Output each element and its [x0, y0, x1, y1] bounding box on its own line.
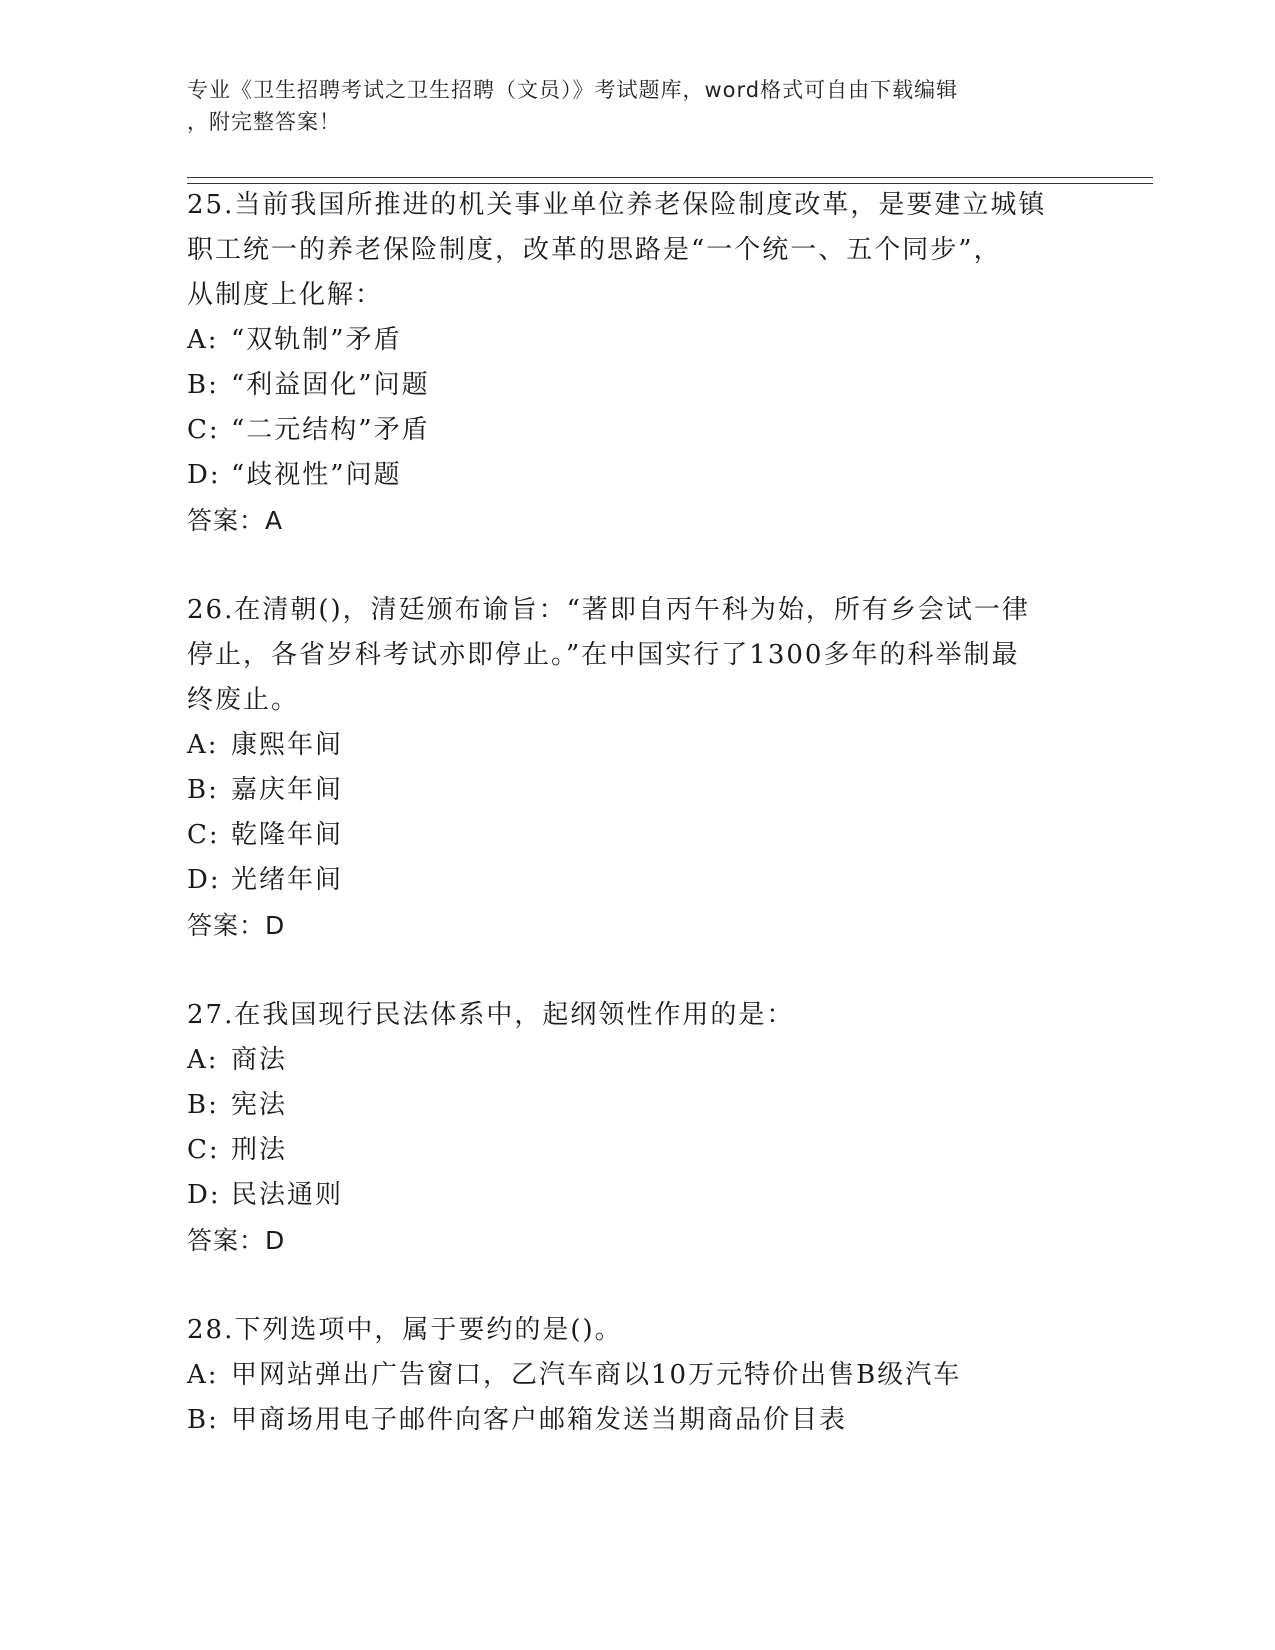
- header-line-2: ，附完整答案！: [187, 110, 341, 134]
- option-d: [187, 453, 1087, 498]
- option-label: B:: [187, 370, 219, 400]
- option-text: 刑法: [231, 1135, 288, 1165]
- answer-line: 答案：D: [187, 911, 286, 940]
- document-header: [187, 74, 1067, 138]
- option-a: [187, 1353, 1087, 1398]
- option-a: [187, 318, 1087, 363]
- option-d: [187, 858, 1087, 903]
- option-c: [187, 813, 1087, 858]
- option-text: 甲网站弹出广告窗口，乙汽车商以10万元特价出售B级汽车: [231, 1360, 962, 1390]
- question-text-line: 26.在清朝()，清廷颁布谕旨：“著即自丙午科为始，所有乡会试一律: [187, 595, 1030, 625]
- question-text-line: 从制度上化解：: [187, 280, 384, 310]
- option-text: 商法: [231, 1045, 288, 1075]
- option-text: 宪法: [231, 1090, 288, 1120]
- question-text-line: 28.下列选项中，属于要约的是()。: [187, 1315, 623, 1345]
- question-text-line: 27.在我国现行民法体系中，起纲领性作用的是：: [187, 1000, 795, 1030]
- option-text: 康熙年间: [231, 730, 344, 760]
- option-label: B:: [187, 775, 219, 805]
- option-text: “二元结构”矛盾: [231, 415, 430, 445]
- question-28: [187, 1308, 1087, 1443]
- option-label: D:: [187, 865, 221, 895]
- option-label: D:: [187, 1180, 221, 1210]
- option-text: 民法通则: [231, 1180, 344, 1210]
- option-a: [187, 723, 1087, 768]
- option-label: A:: [187, 1045, 219, 1075]
- option-label: A:: [187, 325, 219, 355]
- option-text: “利益固化”问题: [231, 370, 430, 400]
- question-text-line: 25.当前我国所推进的机关事业单位养老保险制度改革，是要建立城镇: [187, 190, 1047, 220]
- question-text-line: 停止，各省岁科考试亦即停止。”在中国实行了1300多年的科举制最: [187, 640, 1020, 670]
- option-c: [187, 408, 1087, 453]
- option-label: C:: [187, 1135, 220, 1165]
- option-label: A:: [187, 1360, 219, 1390]
- option-label: C:: [187, 820, 220, 850]
- option-a: [187, 1038, 1087, 1083]
- option-text: 甲商场用电子邮件向客户邮箱发送当期商品价目表: [231, 1405, 848, 1435]
- option-text: “双轨制”矛盾: [231, 325, 402, 355]
- answer-line: 答案：A: [187, 506, 284, 535]
- option-label: B:: [187, 1090, 219, 1120]
- option-label: A:: [187, 730, 219, 760]
- question-text-line: 终废止。: [187, 685, 300, 715]
- option-b: [187, 1398, 1087, 1443]
- header-line-1: 专业《卫生招聘考试之卫生招聘（文员）》考试题库，word格式可自由下载编辑: [187, 78, 959, 102]
- question-27: [187, 993, 1087, 1264]
- question-26: [187, 588, 1087, 949]
- question-text-line: 职工统一的养老保险制度，改革的思路是“一个统一、五个同步”，: [187, 235, 1002, 265]
- option-label: B:: [187, 1405, 219, 1435]
- option-d: [187, 1173, 1087, 1218]
- option-text: “歧视性”问题: [231, 460, 402, 490]
- question-25: [187, 183, 1087, 544]
- header-divider-top: [187, 177, 1153, 178]
- option-b: [187, 768, 1087, 813]
- option-text: 光绪年间: [231, 865, 344, 895]
- option-c: [187, 1128, 1087, 1173]
- option-b: [187, 363, 1087, 408]
- option-label: D:: [187, 460, 221, 490]
- option-text: 乾隆年间: [231, 820, 344, 850]
- option-b: [187, 1083, 1087, 1128]
- option-label: C:: [187, 415, 220, 445]
- answer-line: 答案：D: [187, 1226, 286, 1255]
- option-text: 嘉庆年间: [231, 775, 344, 805]
